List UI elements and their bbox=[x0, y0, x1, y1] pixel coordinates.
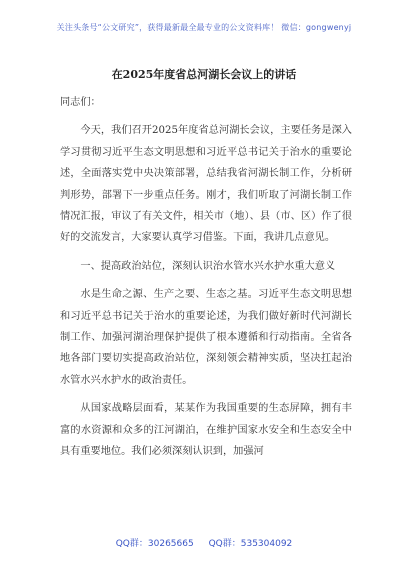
paragraph-national-strategy: 从国家战略层面看，某某作为我国重要的生态屏障，拥有丰富的水资源和众多的江河湖泊，在维护国家水安全和生态安全中具有重要地位。我们必须深刻认识到，加强河 bbox=[60, 403, 352, 458]
footer-contacts bbox=[0, 536, 408, 549]
paragraph-intro: 今天，我们召开2025年度省总河湖长会议，主要任务是深入学习贯彻习近平生态文明思想和习近平总书记关于治水的重要论述，全面落实党中央决策部署，总结我省河湖长制工作，分析研判形势，部署下一步重点任务。刚才，我们听取了河湖长制工作情况汇报，审议了有关文件，相关市（地）、县（市、区）作了很好的交流发言，大家要认真学习借鉴。下面，我讲几点意见。 bbox=[60, 125, 352, 244]
salutation: 同志们： bbox=[60, 97, 101, 108]
footer-qq-group-2: QQ群：535304092 bbox=[208, 539, 293, 549]
paragraph-water-importance: 水是生命之源、生产之要、生态之基。习近平生态文明思想和习近平总书记关于治水的重要论述，为我们做好新时代河湖长制工作、加强河湖治理保护提供了根本遵循和行动指南。全省各地各部门要切实提高政治站位，深刻领会精神实质，坚决扛起治水管水兴水护水的政治责任。 bbox=[60, 289, 352, 386]
section-heading-1: 一、提高政治站位，深刻认识治水管水兴水护水重大意义 bbox=[80, 260, 336, 272]
header-note: 关注头条号“公文研究”，获得最新最全最专业的公文资料库！ 微信：gongwenyj bbox=[56, 23, 352, 32]
document-body bbox=[60, 92, 352, 470]
page-title: 在2025年度省总河湖长会议上的讲话 bbox=[111, 68, 297, 81]
footer-qq-group-1: QQ群：30265665 bbox=[115, 539, 194, 549]
